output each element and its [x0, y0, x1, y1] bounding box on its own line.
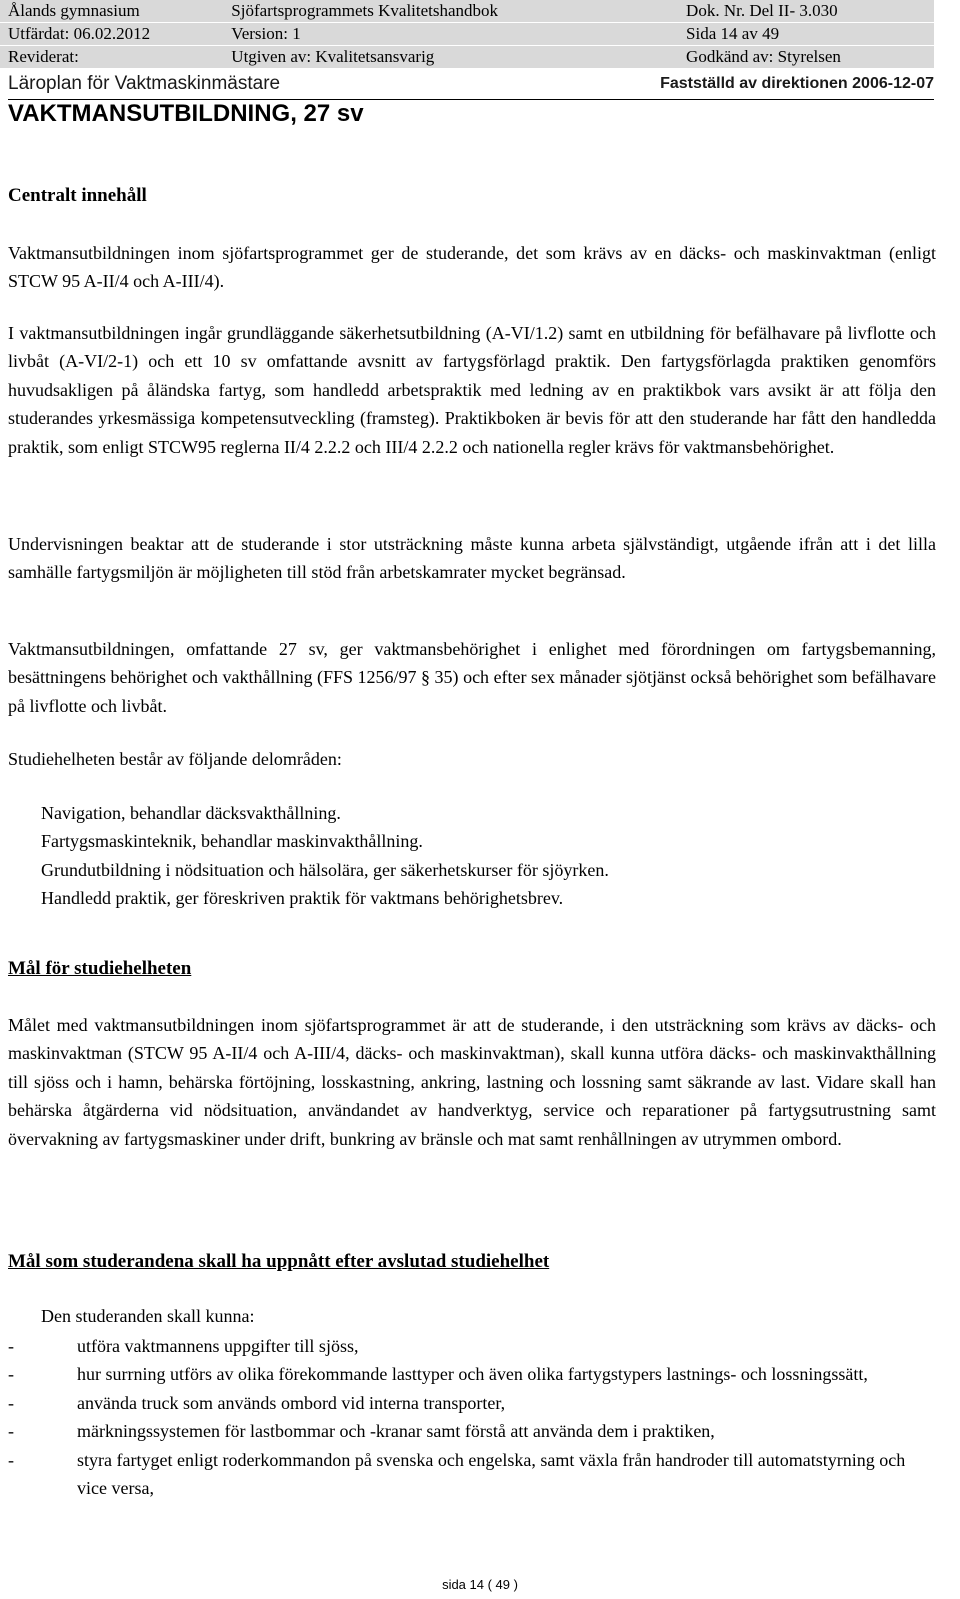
page-title: VAKTMANSUTBILDNING, 27 sv [8, 100, 364, 127]
list-item-text: styra fartyget enligt roderkommandon på svenska och engelska, samt växla från handroder till automatstyrning och vice versa, [77, 1449, 906, 1499]
objectives-list [8, 1332, 936, 1502]
paragraph: I vaktmansutbildningen ingår grundläggande säkerhetsutbildning (A-VI/1.2) samt en utbildning för befälhavare på livflotte och livbåt (A-VI/2-1) och ett 10 sv omfattande avsnitt av fartygsförlagd praktik. Den fartygsförlagda praktiken genomförs huvudsakligen på åländska fartyg, som handledd arbetspraktik med ledning av en praktikbok vars avsikt är att följa den studerandes yrkesmässiga kompetensutveckling (framsteg). Praktikboken är bevis för att den studerande har fått den handledda praktik, som enligt STCW95 reglerna II/4 2.2.2 och III/4 2.2.2 och nationella regler krävs för vaktmansbehörighet. [8, 323, 936, 457]
header-handbook: Sjöfartsprogrammets Kvalitetshandbok [223, 0, 678, 23]
header-version: Version: 1 [223, 23, 678, 46]
header-issued: Utfärdat: 06.02.2012 [0, 23, 223, 46]
list-item [8, 1332, 936, 1360]
dash-bullet: - [8, 1364, 14, 1385]
list-item: Navigation, behandlar däcksvakthållning. [41, 803, 341, 823]
paragraph: Vaktmansutbildningen, omfattande 27 sv, ger vaktmansbehörighet i enlighet med förordningen om fartygsbemanning, besättningens behörighet och vakthållning (FFS 1256/97 § 35) och efter sex månader sjötjänst också behörighet som befälhavare på livflotte och livbåt. [8, 639, 936, 716]
header-row [0, 0, 934, 23]
dash-bullet: - [8, 1421, 14, 1442]
header-revised: Reviderat: [0, 46, 223, 69]
list-item: Handledd praktik, ger föreskriven praktik för vaktmans behörighetsbrev. [41, 888, 564, 909]
paragraph: Undervisningen beaktar att de studerande i stor utsträckning måste kunna arbeta självständigt, utgående ifrån att i det lilla samhälle fartygsmiljön är möjligheten till stöd från arbetskamrater mycket begränsad. [8, 534, 936, 583]
list-item-text: märkningssystemen för lastbommar och -kranar samt förstå att använda dem i praktiken, [77, 1421, 715, 1442]
list-item [8, 1360, 936, 1388]
section-heading-content: Centralt innehåll [8, 185, 147, 206]
dash-bullet: - [8, 1336, 14, 1356]
list-item [8, 1417, 936, 1445]
approval-date: Fastställd av direktionen 2006-12-07 [660, 75, 934, 92]
list-item-text: utföra vaktmannens uppgifter till sjöss, [77, 1336, 359, 1356]
objectives-intro: Den studeranden skall kunna: [41, 1306, 255, 1326]
list-item: Fartygsmaskinteknik, behandlar maskinvakthållning. [41, 831, 423, 852]
paragraph: Studiehelheten består av följande delområden: [8, 749, 342, 769]
paragraph: Målet med vaktmansutbildningen inom sjöfartsprogrammet är att de studerande, i den utsträckning som krävs av däcks- och maskinvaktman (STCW 95 A-II/4 och A-III/4, däcks- och maskinvaktman), skall kunna utföra däcks- och maskinvakthållning till sjöss och i hamn, behärska förtöjning, losskastning, ankring, lastning och lossning samt säkrande av last. Vidare skall han behärska åtgärderna vid nödsituation, användandet av handverktyg, service och reparationer på fartygsutrustning samt övervakning av fartygsmaskiner under drift, bunkring av bränsle och mat samt renhållningen av utrymmen ombord. [8, 1015, 936, 1149]
header-school: Ålands gymnasium [0, 0, 223, 23]
header-row [0, 46, 934, 69]
dash-bullet: - [8, 1449, 14, 1470]
list-item: Grundutbildning i nödsituation och hälsolära, ger säkerhetskurser för sjöyrken. [41, 859, 609, 880]
header-row [0, 23, 934, 46]
header-published-by: Utgiven av: Kvalitetsansvarig [223, 46, 678, 69]
header-table [0, 0, 934, 69]
curriculum-bar [8, 73, 934, 100]
section-heading-goal: Mål för studiehelheten [8, 958, 192, 979]
list-item-text: använda truck som används ombord vid interna transporter, [77, 1392, 506, 1413]
page-footer: sida 14 ( 49 ) [442, 1577, 518, 1592]
paragraph: Vaktmansutbildningen inom sjöfartsprogrammet ger de studerande, det som krävs av en däcks- och maskinvaktman (enligt STCW 95 A-II/4 och A-III/4). [8, 243, 936, 292]
subject-area-list [41, 799, 609, 913]
header-approved-by: Godkänd av: Styrelsen [678, 46, 934, 69]
list-item [8, 1389, 936, 1417]
section-heading-objectives: Mål som studerandena skall ha uppnått efter avslutad studiehelhet [8, 1251, 550, 1272]
list-item [8, 1446, 936, 1503]
curriculum-title: Läroplan för Vaktmaskinmästare [8, 73, 281, 94]
list-item-text: hur surrning utförs av olika förekommande lasttyper och även olika fartygstypers lastnings- och lossningssätt, [77, 1364, 868, 1385]
header-doc-number: Dok. Nr. Del II- 3.030 [678, 0, 934, 23]
dash-bullet: - [8, 1392, 14, 1413]
header-page: Sida 14 av 49 [678, 23, 934, 46]
